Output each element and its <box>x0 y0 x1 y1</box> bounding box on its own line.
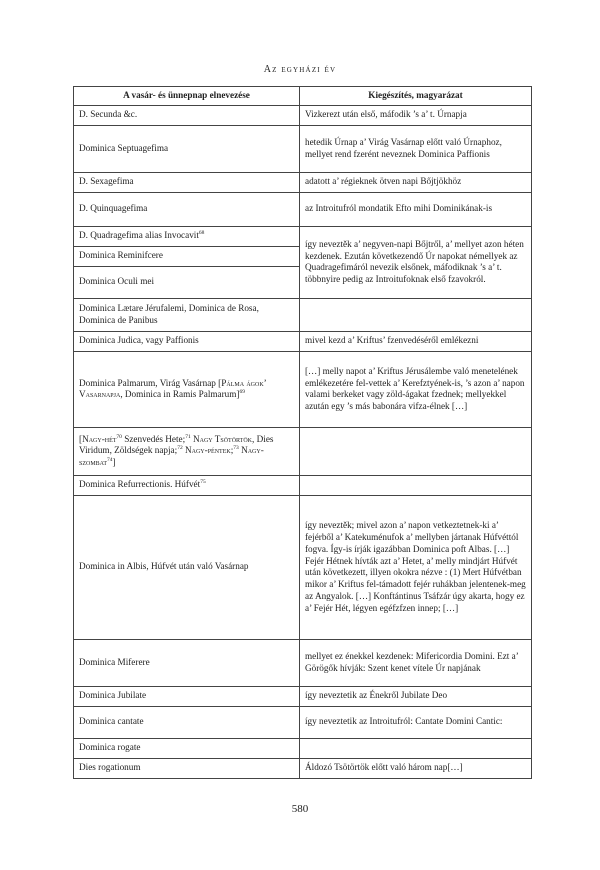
feast-name: Dominica Lætare Jérufalemi, Dominica de Rosa, Dominica de Panibus <box>74 298 300 331</box>
table-row <box>74 738 532 758</box>
column-header-notes: Kiegészítés, magyarázat <box>300 87 532 106</box>
feast-note: így neveztetik az Introitufról: Cantate Domini Cantic: <box>300 706 532 738</box>
feast-note-empty <box>300 298 532 331</box>
table-row <box>74 758 532 778</box>
feast-note: […] melly napot a’ Kriftus Jérusálembe való menetelének emlékezetére fel-vettek a’ Kerefztyének-is, ’s azon a’ napon valami berkeket vagy zöld-ágakat fzednek; mellyekkel azután egy ’s más babonára vifza-élnek […] <box>300 351 532 427</box>
footnote-ref: 72 <box>177 445 183 452</box>
feast-note: így neveztetik az Énekről Jubilate Deo <box>300 686 532 706</box>
table-row <box>74 192 532 226</box>
table-row <box>74 686 532 706</box>
footnote-ref: 68 <box>198 230 205 237</box>
table-row <box>74 105 532 125</box>
feast-name: Dominica cantate <box>74 706 300 738</box>
running-head: Az egyházi év <box>263 64 337 75</box>
name-part: ; <box>230 445 234 456</box>
name-part: [ <box>79 433 83 444</box>
column-header-name: A vasár- és ünnepnap elnevezése <box>74 87 300 106</box>
page-number: 580 <box>291 803 309 815</box>
name-smallcaps: Nagy-hét <box>82 433 117 444</box>
feast-name: D. Quinquagefima <box>74 192 300 226</box>
feast-name: Dominica rogate <box>74 738 300 758</box>
feast-note: mivel kezd a’ Kriftus’ fzenvedéséről emlékezni <box>300 331 532 351</box>
feast-name: Dominica Septuagefima <box>74 125 300 172</box>
feast-name: Dominica Oculi mei <box>74 266 300 298</box>
name-part: , Dies Viridum, Zöldségek napja; <box>79 433 274 456</box>
feast-name-text: Dominica Refurrectionis. Húfvét <box>79 479 201 490</box>
table-row <box>74 172 532 192</box>
table-row <box>74 706 532 738</box>
feast-note: Áldozó Tsötörtök előtt való három nap[…] <box>300 758 532 778</box>
name-smallcaps: Nagy-szombat <box>79 445 264 468</box>
feast-name: D. Secunda &c. <box>74 105 300 125</box>
feast-name: Dominica Jubilate <box>74 686 300 706</box>
feast-name: Dies rogationum <box>74 758 300 778</box>
feast-name: D. Sexagefima <box>74 172 300 192</box>
footnote-ref: 75 <box>200 479 206 486</box>
feast-name: Dominica Judica, vagy Paffionis <box>74 331 300 351</box>
feast-name: Dominica in Albis, Húfvét után való Vasárnap <box>74 495 300 639</box>
feast-name <box>74 226 300 246</box>
feast-name-text: Dominica Palmarum, Virág Vasárnap [ <box>79 377 222 388</box>
table-row <box>74 125 532 172</box>
feast-note: így neveztěk a’ negyven-napi Bőjtről, a’ mellyet azon héten kezdenek. Ezután következendő Úr napokat némellyek az Quadragefimáról nevezik elsőnek, máfodiknak ’s a’ t. többnyire pedig az Introitufoknak első fzavokról. <box>300 226 532 298</box>
table-row <box>74 298 532 331</box>
feast-name-text: D. Quadragefima alias Invocavit <box>79 230 199 241</box>
feast-note: az Introitufról mondatik Efto mihi Dominikának-is <box>300 192 532 226</box>
table-row <box>74 427 532 475</box>
feast-note: Vizkerezt után első, máfodik ’s a’ t. Úrnapja <box>300 105 532 125</box>
feast-name: Dominica Reminifcere <box>74 246 300 266</box>
table-row <box>74 226 532 246</box>
table-row <box>74 351 532 427</box>
footnote-ref: 69 <box>239 389 245 396</box>
table-row <box>74 475 532 495</box>
footnote-ref: 70 <box>116 433 122 440</box>
feast-name-smallcaps: Pálma ágok’ Vasarnapja <box>79 377 267 400</box>
footnote-ref: 74 <box>107 457 113 464</box>
feast-name-text: , Dominica in Ramis Palmarum] <box>120 389 240 400</box>
feast-name <box>74 351 300 427</box>
table-row <box>74 495 532 639</box>
feast-name <box>74 427 300 475</box>
feast-note-empty <box>300 427 532 475</box>
name-part: Szenvedés Hete; <box>121 433 186 444</box>
table-row <box>74 331 532 351</box>
feast-note: adatott a’ régieknek ötven napi Bőjtjökhöz <box>300 172 532 192</box>
feast-name: Dominica Miferere <box>74 639 300 686</box>
name-part: ] <box>112 457 116 468</box>
feast-name <box>74 475 300 495</box>
feast-note: hetedik Úrnap a’ Virág Vasárnap előtt való Úrnaphoz, mellyet rend fzerént neveznek Dominica Paffionis <box>300 125 532 172</box>
feast-note: mellyet ez énekkel kezdenek: Mifericordia Domini. Ezt a’ Görögők hívják: Szent kenet vítele Úr napjának <box>300 639 532 686</box>
feast-days-table <box>73 86 532 779</box>
name-smallcaps: Nagy-péntek <box>185 445 231 456</box>
table-row <box>74 639 532 686</box>
feast-note-empty <box>300 475 532 495</box>
feast-note-empty <box>300 738 532 758</box>
feast-note: így neveztěk; mivel azon a’ napon vetkeztetnek-ki a’ fejérből a’ Katekuménufok a’ mellyben jártanak Húfvéttól fogva. Így-is írják igazábban Dominica poft Albas. […] Fejér Hétnek hívták azt a’ Hetet, a’ melly mindjárt Húfvét után következett, illyen okokra nézve : (1) Mert Húfvétban mikor a’ Kriftus fel-támadott fejér ruhákban jelentenek-meg az Angyalok. […] Konftántinus Tsáfzár úgy akarta, hogy ez a’ Fejér Hét, légyen egéfzfzen innep; […] <box>300 495 532 639</box>
footnote-ref: 71 <box>185 433 191 440</box>
footnote-ref: 73 <box>233 445 239 452</box>
table-header-row <box>74 87 532 106</box>
name-smallcaps: Nagy Tsötörtök <box>193 433 253 444</box>
